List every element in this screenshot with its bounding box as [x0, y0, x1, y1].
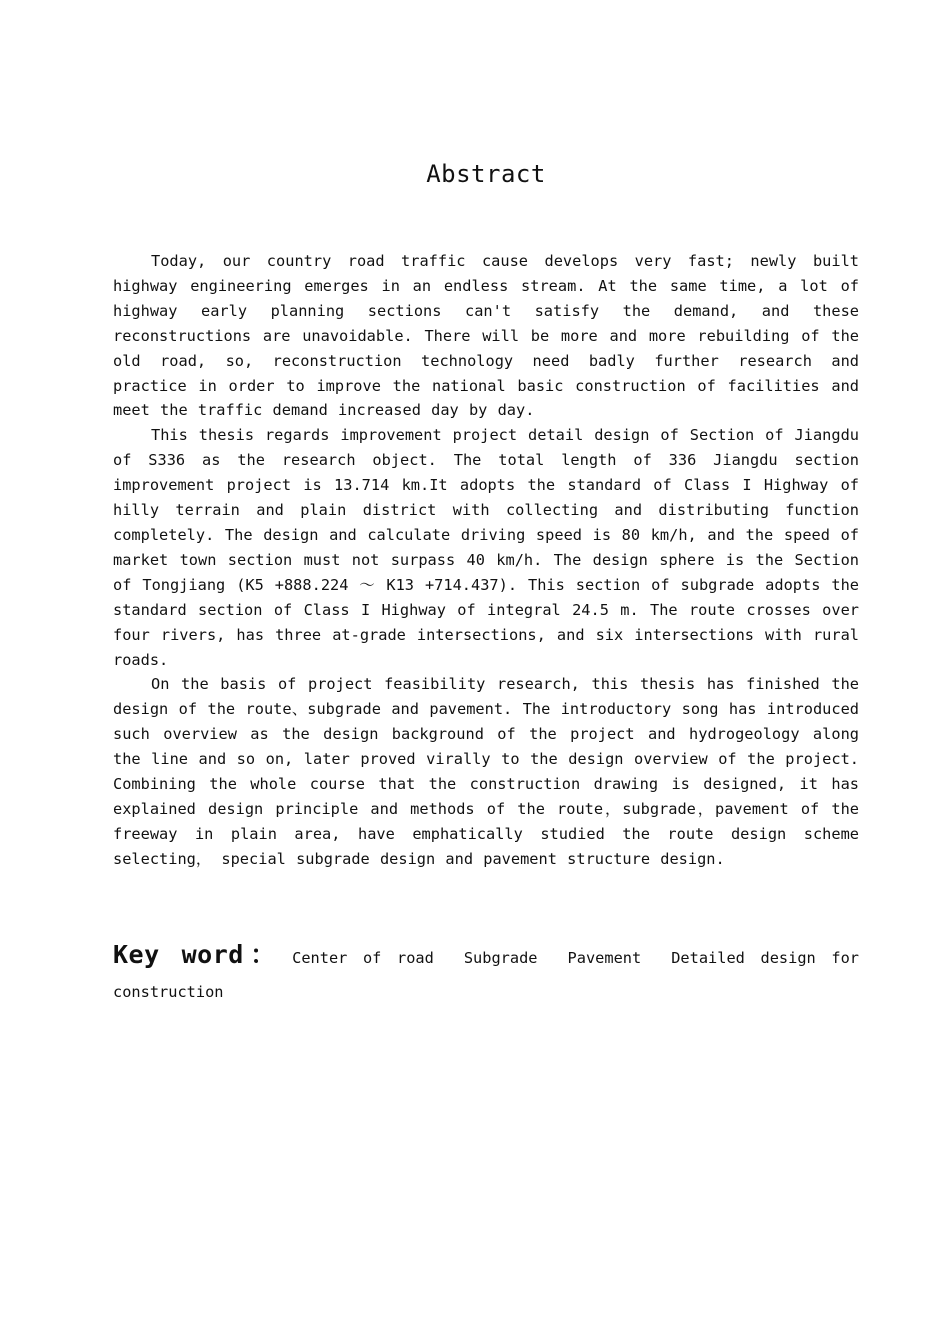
abstract-title: Abstract: [426, 160, 546, 188]
abstract-body: [113, 249, 859, 872]
abstract-paragraph-2: This thesis regards improvement project detail design of Section of Jiangdu of S336 as the research object. The total length of 336 Jiangdu section improvement project is 13.714 km.It adopts the standard of Class I Highway of hilly terrain and plain district with collecting and distributing function completely. The design and calculate driving speed is 80 km/h, and the speed of market town section must not surpass 40 km/h. The design sphere is the Section of Tongjiang (K5 +888.224 ～ K13 +714.437). This section of subgrade adopts the standard section of Class I Highway of integral 24.5 m. The route crosses over four rivers, has three at-grade intersections, and six intersections with rural roads.: [113, 426, 859, 669]
keywords-label: Key word：: [113, 940, 283, 969]
keyword-item: Subgrade: [463, 949, 538, 967]
keyword-item: Center of road: [292, 949, 434, 967]
keyword-item: Detailed design for construction: [113, 949, 859, 1001]
abstract-paragraph-3: On the basis of project feasibility research, this thesis has finished the design of the route、subgrade and pavement. The introductory song has introduced such overview as the design background of the project and hydrogeology along the line and so on, later proved virally to the design overview of the project. Combining the whole course that the construction drawing is designed, it has explained design principle and methods of the route，subgrade，pavement of the freeway in plain area, have emphatically studied the route design scheme selecting， special subgrade design and pavement structure design.: [113, 675, 859, 868]
keywords-section: [113, 938, 859, 1009]
abstract-paragraph-1: Today, our country road traffic cause develops very fast; newly built highway engineering emerges in an endless stream. At the same time, a lot of highway early planning sections can't satisfy the demand, and these reconstructions are unavoidable. There will be more and more rebuilding of the old road, so, reconstruction technology need badly further research and practice in order to improve the national basic construction of facilities and meet the traffic demand increased day by day.: [113, 252, 859, 420]
keyword-item: Pavement: [567, 949, 642, 967]
